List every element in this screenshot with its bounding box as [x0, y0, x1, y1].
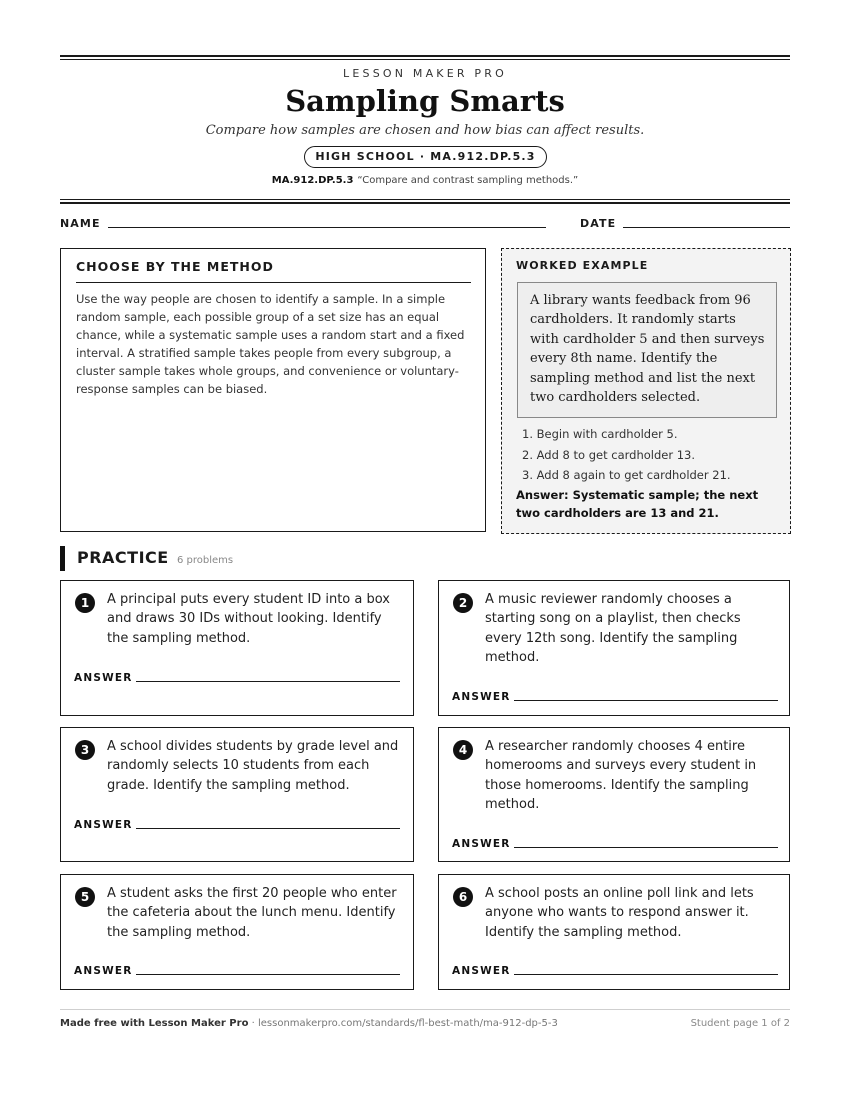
footer-divider: [60, 1009, 790, 1010]
practice-accent-bar: [60, 546, 65, 571]
standard-code: MA.912.DP.5.3: [271, 175, 354, 186]
name-label: NAME: [60, 217, 101, 230]
name-field[interactable]: [108, 227, 546, 228]
practice-count: 6 problems: [177, 555, 234, 566]
footer-separator: ·: [248, 1018, 258, 1029]
problem-number: 3: [75, 740, 95, 760]
answer-field[interactable]: [514, 847, 778, 848]
problem-card-1: [60, 580, 414, 716]
problem-text: A principal puts every student ID into a box and draws 30 IDs without looking. Identify the sampling method.: [107, 592, 390, 646]
method-body: Use the way people are chosen to identify a sample. In a simple random sample, each possible group of a set size has an equal chance, while a systematic sample uses a random start and a fixed interval. A stratified sample takes people from every subgroup, a cluster sample takes whole groups, and convenience or voluntary-response samples can be biased.: [76, 292, 465, 396]
answer-field[interactable]: [136, 828, 400, 829]
problem-number: 6: [453, 887, 473, 907]
problem-card-6: [438, 874, 790, 990]
page-subtitle: Compare how samples are chosen and how bias can affect results.: [205, 123, 645, 138]
problem-number: 5: [75, 887, 95, 907]
answer-field[interactable]: [136, 681, 400, 682]
problem-text: A school divides students by grade level and randomly selects 10 students from each grade. Identify the sampling method.: [107, 739, 399, 793]
header-top-rule: [60, 55, 790, 57]
worked-example-answer: Answer: Systematic sample; the next two cardholders are 13 and 21.: [516, 488, 759, 520]
date-field[interactable]: [623, 227, 790, 228]
answer-label: ANSWER: [452, 838, 511, 850]
page-title: Sampling Smarts: [285, 84, 565, 118]
footer-url[interactable]: lessonmakerpro.com/standards/fl-best-math/ma-912-dp-5-3: [257, 1018, 558, 1029]
problem-number: 1: [75, 593, 95, 613]
answer-field[interactable]: [136, 974, 400, 975]
worked-step: 1. Begin with cardholder 5.: [522, 427, 678, 441]
standard-line: [0, 175, 850, 186]
worked-step: 2. Add 8 to get cardholder 13.: [522, 447, 696, 462]
method-section: [60, 248, 486, 532]
worked-step: 3. Add 8 again to get cardholder 21.: [522, 468, 731, 482]
problem-text: A school posts an online poll link and lets anyone who wants to respond answer it. Identify the sampling method.: [485, 886, 754, 940]
problem-card-5: [60, 874, 414, 990]
worked-example-title: WORKED EXAMPLE: [516, 259, 649, 272]
answer-field[interactable]: [514, 700, 778, 701]
header-bottom-rule-thin: [60, 199, 790, 200]
footer-page-label: Student page 1 of 2: [690, 1018, 790, 1029]
header-bottom-rule: [60, 202, 790, 204]
practice-title: PRACTICE: [77, 548, 169, 567]
problem-card-3: [60, 727, 414, 862]
brand-name: LESSON MAKER PRO: [343, 67, 507, 80]
answer-label: ANSWER: [452, 691, 511, 703]
problem-text: A music reviewer randomly chooses a starting song on a playlist, then checks every 12th song. Identify the sampling method.: [485, 592, 741, 666]
problem-card-4: [438, 727, 790, 862]
problem-number: 4: [453, 740, 473, 760]
problem-card-2: [438, 580, 790, 716]
method-title: CHOOSE BY THE METHOD: [76, 259, 274, 274]
problem-text: A student asks the first 20 people who enter the cafeteria about the lunch menu. Identify the sampling method.: [107, 886, 397, 940]
problem-number: 2: [453, 593, 473, 613]
answer-label: ANSWER: [74, 672, 133, 684]
answer-label: ANSWER: [452, 965, 511, 977]
method-divider: [76, 282, 471, 283]
worked-example: [501, 248, 791, 534]
answer-label: ANSWER: [74, 819, 133, 831]
answer-label: ANSWER: [74, 965, 133, 977]
level-badge: HIGH SCHOOL · MA.912.DP.5.3: [304, 146, 547, 168]
answer-field[interactable]: [514, 974, 778, 975]
footer-credit: [60, 1018, 558, 1029]
worked-example-steps: [522, 424, 784, 486]
date-label: DATE: [580, 217, 617, 230]
worked-example-problem: A library wants feedback from 96 cardholders. It randomly starts with cardholder 5 and then surveys every 8th name. Identify the sampling method and list the next two cardholders selected.: [517, 282, 777, 418]
standard-text: “Compare and contrast sampling methods.”: [357, 175, 579, 186]
footer-made-with: Made free with Lesson Maker Pro: [60, 1018, 249, 1029]
problem-text: A researcher randomly chooses 4 entire homerooms and surveys every student in those homerooms. Identify the sampling method.: [485, 739, 757, 813]
header-top-rule-thin: [60, 59, 790, 60]
